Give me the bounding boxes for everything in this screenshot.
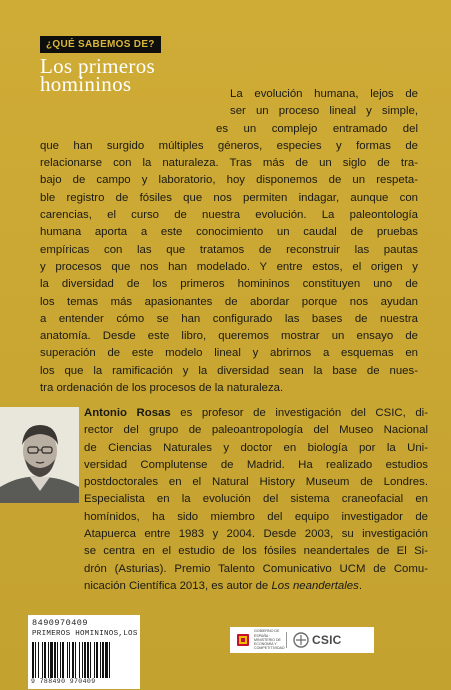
synopsis-line: los que la ramificación y la diversidad sean la base de nues-: [40, 364, 418, 377]
barcode-bar: [102, 642, 104, 678]
coat-of-arms-icon: [236, 632, 250, 648]
bio-line: [84, 405, 428, 422]
synopsis-line: relacionarse con la naturaleza. Tras más de un siglo de tra-: [40, 157, 418, 170]
synopsis-line: la diversidad de los primeros homininos constituyen uno de: [40, 278, 418, 291]
barcode-label: [28, 615, 140, 689]
bio-line: se centra en el estudio de los fósiles neandertales de El Si-: [84, 545, 428, 558]
bio-line: de Ciencias Naturales y doctor en biología por la Uni-: [84, 441, 428, 454]
synopsis-line: humana aporta a este conocimiento un caudal de pruebas: [40, 226, 418, 239]
barcode-bar: [109, 642, 110, 678]
bio-line: drón (Asturias). Premio Talento Comunicativo UCM de Comu-: [84, 562, 428, 575]
book-reference: Los neandertales: [271, 579, 359, 592]
barcode-bar: [50, 642, 53, 678]
government-logo: [230, 629, 285, 651]
author-name: Antonio Rosas: [84, 407, 171, 419]
barcode-bar: [96, 642, 98, 678]
csic-logo: [293, 632, 341, 648]
synopsis-line: es un complejo entramado del: [216, 122, 418, 135]
barcode-bar: [38, 642, 39, 678]
barcode-digits: 9 788490 970409: [31, 678, 96, 685]
barcode-bar: [69, 642, 70, 678]
bio-first-rest: es profesor de investigación del CSIC, di-: [170, 407, 428, 419]
bio-last-end: .: [358, 579, 363, 592]
barcode-bar: [62, 642, 64, 678]
barcode-bar: [67, 642, 68, 678]
barcode-bar: [94, 642, 95, 678]
synopsis-line: anatomía. Desde este libro, queremos mostrar un ensayo de: [40, 330, 418, 343]
isbn-text: 8490970409: [32, 618, 89, 628]
synopsis: [40, 86, 418, 397]
author-bio: [84, 405, 428, 595]
synopsis-line: superación de este modelo lineal y abrirnos a esquemas en: [40, 347, 418, 360]
csic-emblem-icon: [293, 632, 309, 648]
series-label: ¿QUÉ SABEMOS DE?: [40, 36, 161, 53]
bio-line: Atapuerca entre 1983 y 2004. Desde 2003, su investigación: [84, 528, 428, 541]
barcode-bar: [90, 642, 91, 678]
logo-divider: [286, 632, 287, 648]
government-text: GOBIERNO DE ESPAÑA · MINISTERIO DE ECONOMÍA Y COMPETITIVIDAD: [254, 629, 285, 651]
synopsis-line: ser un proceso lineal y simple,: [230, 105, 418, 118]
barcode-bar: [75, 642, 76, 678]
book-title-line-2: homininos: [40, 72, 132, 96]
author-photo: [0, 407, 79, 503]
synopsis-line: ble registro de fósiles que nos permiten indagar, aunque con: [40, 191, 418, 204]
synopsis-line: empíricas con las que tratamos de reconstruir las pautas: [40, 243, 418, 256]
barcode-bar: [57, 642, 58, 678]
book-title-line-1: Los primeros: [40, 54, 155, 78]
barcode-bar: [60, 642, 61, 678]
barcode-bar: [105, 642, 108, 678]
synopsis-line: que han surgido múltiples géneros, especies y formas de: [40, 139, 418, 152]
synopsis-line: bajo de campo y laboratorio, hoy disponemos de un respeta-: [40, 174, 418, 187]
barcode-title: PRIMEROS HOMININOS,LOS: [32, 630, 138, 638]
synopsis-line: carencias, el curso de nuestra evolución. La paleontología: [40, 209, 418, 222]
bio-line: rector del grupo de paleoantropología del Museo Nacional: [84, 424, 428, 437]
barcode-bar: [87, 642, 89, 678]
author-portrait-icon: [0, 407, 79, 503]
synopsis-line: tra ordenación de los procesos de la naturaleza.: [40, 382, 284, 395]
bio-line: Especialista en la evolución del sistema craneofacial en: [84, 493, 428, 506]
publisher-logos: [230, 627, 374, 653]
barcode-bar: [84, 642, 86, 678]
bio-last-plain: nicación Científica 2013, es autor de: [84, 579, 272, 592]
barcode-bar: [48, 642, 49, 678]
barcode-bar: [72, 642, 74, 678]
synopsis-line: los temas más apasionantes de abordar porque nos ayudan: [40, 295, 418, 308]
barcode-bar: [32, 642, 34, 678]
barcode-icon: [32, 642, 134, 678]
synopsis-line: a entender cómo se han configurado las bases de nuestra: [40, 312, 418, 325]
bio-line: [84, 578, 428, 595]
synopsis-line: y procesos que nos han modelado. Y entre estos, el origen y: [40, 260, 418, 273]
bio-line: postdoctorales en el Natural History Museum de Londres.: [84, 476, 428, 489]
barcode-bar: [35, 642, 36, 678]
barcode-bar: [100, 642, 101, 678]
barcode-bar: [44, 642, 46, 678]
synopsis-line: La evolución humana, lejos de: [230, 88, 418, 100]
barcode-bar: [42, 642, 43, 678]
barcode-bar: [79, 642, 80, 678]
barcode-bar: [54, 642, 56, 678]
csic-text: CSIC: [312, 633, 342, 647]
barcode-bar: [82, 642, 83, 678]
bio-line: versidad Complutense de Madrid. Ha realizado estudios: [84, 458, 428, 471]
bio-line: homínidos, ha sido miembro del equipo investigador de: [84, 510, 428, 523]
